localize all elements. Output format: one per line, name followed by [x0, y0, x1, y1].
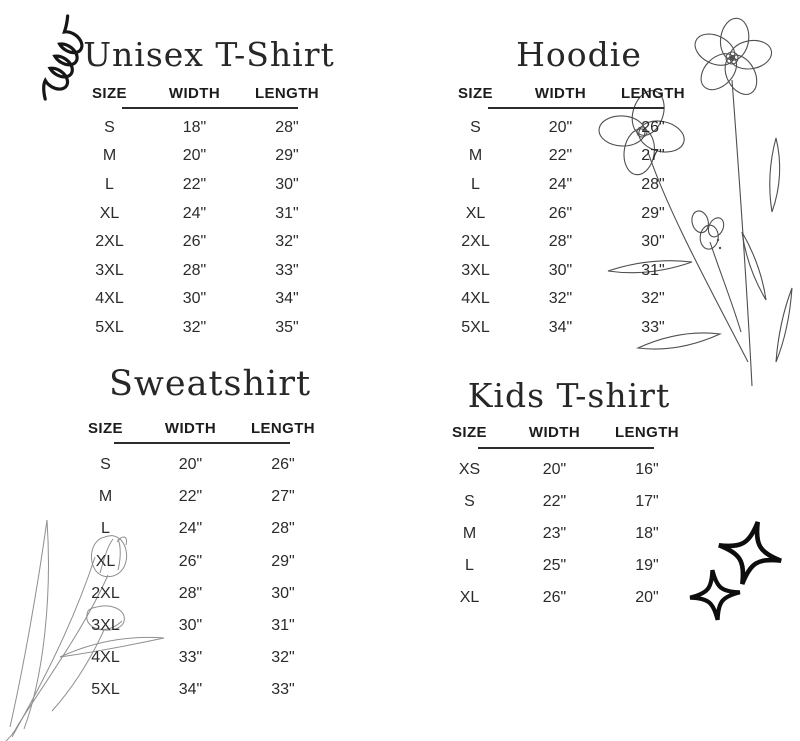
table-cell: 28"	[182, 261, 207, 279]
table-row	[62, 171, 342, 200]
table-cell: 2XL	[95, 233, 124, 251]
table-header	[58, 418, 338, 438]
table-cell: 27"	[271, 488, 295, 506]
table-cell: 18"	[182, 118, 207, 136]
table-cell: 5XL	[95, 318, 124, 336]
chart-title-sweatshirt: Sweatshirt	[108, 364, 312, 404]
column-header-size: SIZE	[458, 85, 493, 103]
column-header-length: LENGTH	[250, 419, 316, 437]
table-cell: 17"	[635, 492, 659, 510]
table-cell: 31"	[275, 204, 299, 222]
table-cell: 33"	[178, 649, 203, 667]
table-body	[422, 454, 702, 615]
table-cell: XS	[458, 460, 481, 478]
table-cell: 24"	[548, 176, 573, 194]
table-cell: 25"	[542, 557, 567, 575]
table-cell: XL	[99, 204, 120, 222]
table-row	[62, 142, 342, 171]
table-row	[58, 513, 338, 545]
column-header-size: SIZE	[452, 424, 487, 442]
table-body	[62, 114, 342, 343]
table-cell: 28"	[641, 176, 665, 194]
table-cell: S	[470, 118, 481, 136]
table-cell: 26"	[542, 589, 567, 607]
table-row	[58, 481, 338, 513]
header-underline	[122, 107, 298, 109]
table-cell: 26"	[271, 455, 295, 473]
table-cell: S	[100, 455, 111, 473]
table-cell: 26"	[178, 552, 203, 570]
header-underline	[488, 107, 664, 109]
table-cell: 16"	[635, 460, 659, 478]
table-row	[62, 285, 342, 314]
table-cell: 26"	[641, 118, 665, 136]
table-cell: 4XL	[95, 290, 124, 308]
size-chart-hoodie	[428, 36, 708, 342]
table-cell: 4XL	[91, 649, 120, 667]
column-header-length: LENGTH	[620, 85, 686, 103]
column-header-length: LENGTH	[254, 85, 320, 103]
table-cell: 32"	[548, 290, 573, 308]
size-chart-unisex-tshirt	[62, 36, 342, 342]
table-cell: 20"	[542, 460, 567, 478]
table-cell: L	[105, 176, 114, 194]
table-cell: M	[462, 525, 477, 542]
table-cell: 4XL	[461, 290, 490, 308]
table-cell: 30"	[548, 261, 573, 279]
table-cell: 23"	[542, 525, 567, 542]
table-cell: L	[101, 520, 110, 538]
table-cell: 3XL	[91, 616, 120, 634]
sparkles-icon	[688, 513, 800, 638]
table-cell: 30"	[271, 584, 295, 602]
column-header-size: SIZE	[92, 85, 127, 103]
table-cell: XL	[465, 204, 486, 222]
table-row	[62, 199, 342, 228]
table-cell: 2XL	[461, 233, 490, 251]
table-cell: 29"	[641, 204, 665, 222]
table-cell: 28"	[548, 233, 573, 251]
table-header	[428, 84, 708, 104]
table-cell: 5XL	[461, 318, 490, 336]
table-cell: 32"	[271, 649, 295, 667]
table-row	[58, 642, 338, 674]
table-cell: 3XL	[461, 261, 490, 279]
table-row	[428, 114, 708, 143]
table-row	[62, 114, 342, 143]
table-cell: 27"	[641, 147, 665, 165]
table-row	[62, 314, 342, 343]
table-cell: XL	[95, 552, 116, 570]
table-header	[62, 84, 342, 104]
table-row	[58, 674, 338, 706]
table-cell: M	[98, 488, 113, 506]
table-body	[428, 114, 708, 343]
table-cell: 29"	[275, 147, 299, 165]
column-header-length: LENGTH	[614, 424, 680, 442]
table-cell: 33"	[641, 318, 665, 336]
table-cell: 30"	[178, 616, 203, 634]
table-cell: 34"	[548, 318, 573, 336]
table-cell: 20"	[635, 589, 659, 607]
table-cell: L	[471, 176, 480, 194]
table-cell: S	[104, 118, 115, 136]
table-cell: 28"	[178, 584, 203, 602]
table-cell: 20"	[548, 118, 573, 136]
table-cell: 28"	[275, 118, 299, 136]
table-cell: 20"	[182, 147, 207, 165]
table-body	[58, 449, 338, 707]
table-cell: 33"	[275, 261, 299, 279]
table-row	[422, 518, 702, 550]
header-underline	[114, 442, 290, 444]
table-row	[428, 314, 708, 343]
table-cell: 34"	[275, 290, 299, 308]
table-row	[422, 550, 702, 582]
table-cell: 24"	[182, 204, 207, 222]
table-cell: 29"	[271, 552, 295, 570]
table-row	[422, 454, 702, 486]
table-row	[62, 257, 342, 286]
table-row	[428, 285, 708, 314]
table-cell: 3XL	[95, 261, 124, 279]
chart-title-kids-tshirt: Kids T-shirt	[467, 376, 671, 415]
table-cell: 35"	[275, 318, 299, 336]
table-cell: 24"	[178, 520, 203, 538]
table-cell: 22"	[178, 488, 203, 506]
table-cell: 18"	[635, 525, 659, 542]
table-cell: L	[465, 557, 474, 575]
table-row	[428, 171, 708, 200]
header-underline	[478, 447, 654, 449]
table-header	[422, 423, 702, 443]
table-row	[58, 449, 338, 481]
chart-title-unisex-tshirt: Unisex T-Shirt	[83, 35, 335, 74]
size-chart-kids-tshirt	[422, 377, 702, 614]
table-cell: 26"	[182, 233, 207, 251]
table-cell: 33"	[271, 681, 295, 699]
table-cell: 30"	[182, 290, 207, 308]
table-cell: 31"	[271, 616, 295, 634]
table-cell: XL	[459, 589, 480, 607]
table-cell: 22"	[182, 176, 207, 194]
table-cell: 32"	[182, 318, 207, 336]
table-cell: S	[464, 492, 475, 510]
table-cell: 30"	[641, 233, 665, 251]
table-cell: 19"	[635, 557, 659, 575]
table-cell: 31"	[641, 261, 665, 279]
table-row	[428, 257, 708, 286]
column-header-width: WIDTH	[528, 424, 581, 442]
size-chart-sweatshirt	[58, 364, 338, 706]
table-row	[58, 610, 338, 642]
table-cell: 32"	[275, 233, 299, 251]
table-cell: 26"	[548, 204, 573, 222]
table-cell: 20"	[178, 455, 203, 473]
table-cell: 2XL	[91, 584, 120, 602]
table-row	[62, 228, 342, 257]
chart-title-hoodie: Hoodie	[516, 35, 642, 74]
table-row	[428, 142, 708, 171]
table-cell: 22"	[542, 492, 567, 510]
column-header-size: SIZE	[88, 419, 123, 437]
table-row	[422, 486, 702, 518]
column-header-width: WIDTH	[534, 85, 587, 103]
table-cell: 34"	[178, 681, 203, 699]
table-cell: 32"	[641, 290, 665, 308]
table-cell: M	[468, 147, 483, 165]
table-cell: M	[102, 147, 117, 165]
column-header-width: WIDTH	[164, 419, 217, 437]
table-cell: 5XL	[91, 681, 120, 699]
table-row	[428, 199, 708, 228]
table-row	[422, 582, 702, 614]
column-header-width: WIDTH	[168, 85, 221, 103]
table-cell: 22"	[548, 147, 573, 165]
table-row	[58, 545, 338, 577]
table-row	[428, 228, 708, 257]
table-cell: 30"	[275, 176, 299, 194]
table-cell: 28"	[271, 520, 295, 538]
table-row	[58, 578, 338, 610]
